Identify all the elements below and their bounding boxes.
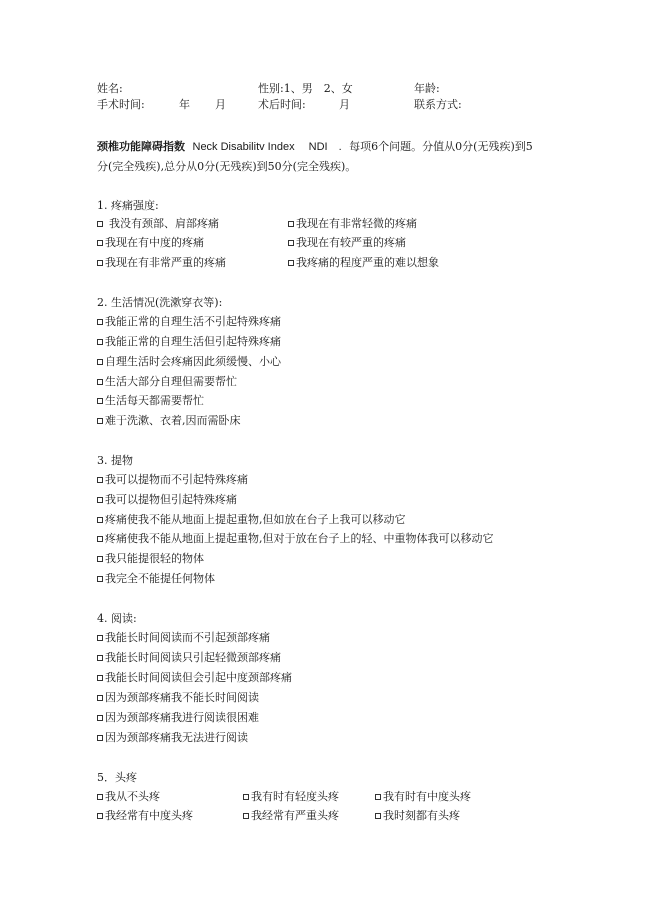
checkbox-icon[interactable]: [97, 735, 103, 741]
checkbox-icon[interactable]: [97, 497, 103, 503]
checkbox-icon[interactable]: [97, 339, 103, 345]
checkbox-option[interactable]: 因为颈部疼痛我进行阅读很困难: [97, 711, 259, 725]
intro-line-1: [97, 140, 533, 154]
checkbox-option[interactable]: 我现在有较严重的疼痛: [288, 236, 406, 250]
checkbox-icon[interactable]: [288, 221, 294, 227]
post-op-month-label: 月: [339, 98, 350, 111]
checkbox-icon[interactable]: [375, 794, 381, 800]
checkbox-icon[interactable]: [243, 794, 249, 800]
checkbox-option[interactable]: 我有时有中度头疼: [375, 790, 471, 804]
checkbox-icon[interactable]: [97, 379, 103, 385]
checkbox-option[interactable]: 我时刻都有头疼: [375, 809, 460, 823]
checkbox-option[interactable]: 生活每天都需要帮忙: [97, 394, 204, 408]
section-title: 4. 阅读:: [97, 612, 137, 625]
checkbox-icon[interactable]: [97, 715, 103, 721]
checkbox-option[interactable]: 疼痛使我不能从地面上提起重物,但对于放在台子上的轻、中重物体我可以移动它: [97, 532, 494, 546]
name-label: 姓名:: [97, 82, 123, 95]
section-title: 1. 疼痛强度:: [97, 199, 159, 212]
checkbox-icon[interactable]: [97, 240, 103, 246]
intro-line-2: 分(完全残疾),总分从0分(无残疾)到50分(完全残疾)。: [97, 160, 357, 173]
checkbox-icon[interactable]: [97, 260, 103, 266]
checkbox-option[interactable]: 我没有颈部、肩部疼痛: [97, 217, 219, 231]
checkbox-option[interactable]: 我能长时间阅读只引起轻微颈部疼痛: [97, 651, 281, 665]
checkbox-option[interactable]: 我经常有中度头疼: [97, 809, 193, 823]
checkbox-option[interactable]: 我现在有非常严重的疼痛: [97, 256, 226, 270]
checkbox-icon[interactable]: [97, 319, 103, 325]
checkbox-icon[interactable]: [97, 655, 103, 661]
checkbox-icon[interactable]: [97, 536, 103, 542]
contact-label: 联系方式:: [414, 98, 462, 111]
checkbox-icon[interactable]: [97, 635, 103, 641]
surgery-year-label: 年: [179, 98, 190, 111]
surgery-month-label: 月: [215, 98, 226, 111]
section-title: 2. 生活情况(洗漱穿衣等):: [97, 296, 223, 309]
intro-description: 每项6个问题。分值从0分(无残疾)到5: [349, 140, 533, 153]
checkbox-option[interactable]: 我有时有轻度头疼: [243, 790, 339, 804]
checkbox-icon[interactable]: [375, 813, 381, 819]
checkbox-icon[interactable]: [97, 398, 103, 404]
checkbox-option[interactable]: 我从不头疼: [97, 790, 160, 804]
checkbox-icon[interactable]: [97, 556, 103, 562]
checkbox-icon[interactable]: [97, 695, 103, 701]
surgery-time-label: 手术时间:: [97, 98, 145, 111]
age-label: 年龄:: [414, 82, 440, 95]
checkbox-option[interactable]: 我可以提物但引起特殊疼痛: [97, 493, 237, 507]
ndi-title-english: Neck Disabilitv Index NDI .: [192, 141, 342, 153]
checkbox-option[interactable]: 我只能提很轻的物体: [97, 552, 204, 566]
checkbox-option[interactable]: 我现在有非常轻微的疼痛: [288, 217, 417, 231]
checkbox-icon[interactable]: [97, 517, 103, 523]
checkbox-icon[interactable]: [97, 221, 103, 227]
checkbox-option[interactable]: 我能长时间阅读但会引起中度颈部疼痛: [97, 671, 292, 685]
checkbox-option[interactable]: 疼痛使我不能从地面上提起重物,但如放在台子上我可以移动它: [97, 513, 406, 527]
checkbox-option[interactable]: 我能正常的自理生活不引起特殊疼痛: [97, 315, 281, 329]
checkbox-icon[interactable]: [97, 794, 103, 800]
checkbox-icon[interactable]: [288, 260, 294, 266]
section-title: 5．头疼: [97, 771, 137, 784]
checkbox-icon[interactable]: [97, 813, 103, 819]
checkbox-option[interactable]: 我能正常的自理生活但引起特殊疼痛: [97, 335, 281, 349]
checkbox-icon[interactable]: [288, 240, 294, 246]
checkbox-option[interactable]: 因为颈部疼痛我无法进行阅读: [97, 731, 248, 745]
checkbox-option[interactable]: 我能长时间阅读而不引起颈部疼痛: [97, 631, 270, 645]
checkbox-option[interactable]: 我疼痛的程度严重的难以想象: [288, 256, 439, 270]
checkbox-icon[interactable]: [97, 418, 103, 424]
checkbox-icon[interactable]: [243, 813, 249, 819]
post-op-time-label: 术后时间:: [258, 98, 306, 111]
checkbox-icon[interactable]: [97, 477, 103, 483]
checkbox-option[interactable]: 我可以提物而不引起特殊疼痛: [97, 473, 248, 487]
checkbox-option[interactable]: 我经常有严重头疼: [243, 809, 339, 823]
checkbox-option[interactable]: 生活大部分自理但需要帮忙: [97, 375, 237, 389]
section-title: 3. 提物: [97, 454, 133, 467]
checkbox-option[interactable]: 我完全不能提任何物体: [97, 572, 215, 586]
checkbox-option[interactable]: 我现在有中度的疼痛: [97, 236, 204, 250]
checkbox-option[interactable]: 自理生活时会疼痛因此须缓慢、小心: [97, 355, 281, 369]
checkbox-icon[interactable]: [97, 675, 103, 681]
checkbox-option[interactable]: 难于洗漱、衣着,因而需卧床: [97, 414, 241, 428]
ndi-title: 颈椎功能障碍指数: [97, 140, 185, 153]
checkbox-icon[interactable]: [97, 576, 103, 582]
checkbox-option[interactable]: 因为颈部疼痛我不能长时间阅读: [97, 691, 259, 705]
gender-label: 性别:1、男 2、女: [258, 82, 353, 95]
checkbox-icon[interactable]: [97, 359, 103, 365]
